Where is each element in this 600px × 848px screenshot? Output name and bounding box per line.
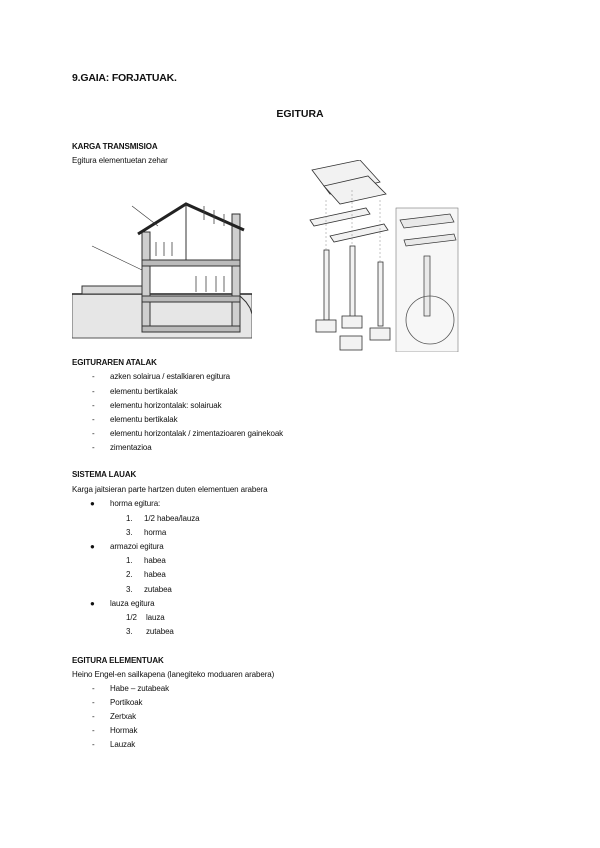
karga-heading: KARGA TRANSMISIOA — [72, 142, 158, 151]
dash-marker: - — [92, 684, 95, 693]
list-item: Lauzak — [110, 740, 136, 749]
list-item: zimentazioa — [110, 443, 152, 452]
dash-marker: - — [92, 698, 95, 707]
elementuak-text: Heino Engel-en sailkapena (lanegiteko moduaren arabera) — [72, 670, 275, 679]
atalak-heading: EGITURAREN ATALAK — [72, 358, 157, 367]
item-number: 3. — [126, 528, 133, 537]
karga-text: Egitura elementuetan zehar — [72, 156, 168, 165]
bullet-marker: ● — [90, 599, 95, 608]
section-heading: EGITURA — [276, 108, 324, 120]
bullet-marker: ● — [90, 542, 95, 551]
dash-marker: - — [92, 712, 95, 721]
list-item: elementu bertikalak — [110, 415, 178, 424]
group-label: horma egitura: — [110, 499, 161, 508]
item-number: 1. — [126, 514, 133, 523]
list-item: elementu bertikalak — [110, 387, 178, 396]
dash-marker: - — [92, 429, 95, 438]
sistema-heading: SISTEMA LAUAK — [72, 470, 137, 479]
group-label: lauza egitura — [110, 599, 155, 608]
exploded-structure-figure — [300, 160, 460, 352]
dash-marker: - — [92, 726, 95, 735]
dash-marker: - — [92, 401, 95, 410]
sistema-text: Karga jaitsieran parte hartzen duten elementuen arabera — [72, 485, 268, 494]
dash-marker: - — [92, 443, 95, 452]
list-item: Habe – zutabeak — [110, 684, 169, 693]
list-item: elementu horizontalak / zimentazioaren gainekoak — [110, 429, 284, 438]
item-number: 1. — [126, 556, 133, 565]
dash-marker: - — [92, 415, 95, 424]
dash-marker: - — [92, 372, 95, 381]
list-item: Portikoak — [110, 698, 143, 707]
building-section-figure — [72, 186, 252, 346]
group-label: armazoi egitura — [110, 542, 164, 551]
document-title: 9.GAIA: FORJATUAK. — [72, 72, 177, 84]
item-number: 3. — [126, 585, 133, 594]
list-item: habea — [144, 570, 166, 579]
list-item: 1/2 habea/lauza — [144, 514, 200, 523]
bullet-marker: ● — [90, 499, 95, 508]
list-item: zutabea — [146, 627, 174, 636]
list-item: elementu horizontalak: solairuak — [110, 401, 222, 410]
list-item: zutabea — [144, 585, 172, 594]
item-number: 3. — [126, 627, 133, 636]
item-number: 1/2 — [126, 613, 137, 622]
list-item: Hormak — [110, 726, 138, 735]
list-item: horma — [144, 528, 167, 537]
item-number: 2. — [126, 570, 133, 579]
list-item: Zertxak — [110, 712, 136, 721]
elementuak-heading: EGITURA ELEMENTUAK — [72, 656, 164, 665]
list-item: lauza — [146, 613, 165, 622]
list-item: azken solairua / estalkiaren egitura — [110, 372, 231, 381]
list-item: habea — [144, 556, 166, 565]
dash-marker: - — [92, 387, 95, 396]
dash-marker: - — [92, 740, 95, 749]
